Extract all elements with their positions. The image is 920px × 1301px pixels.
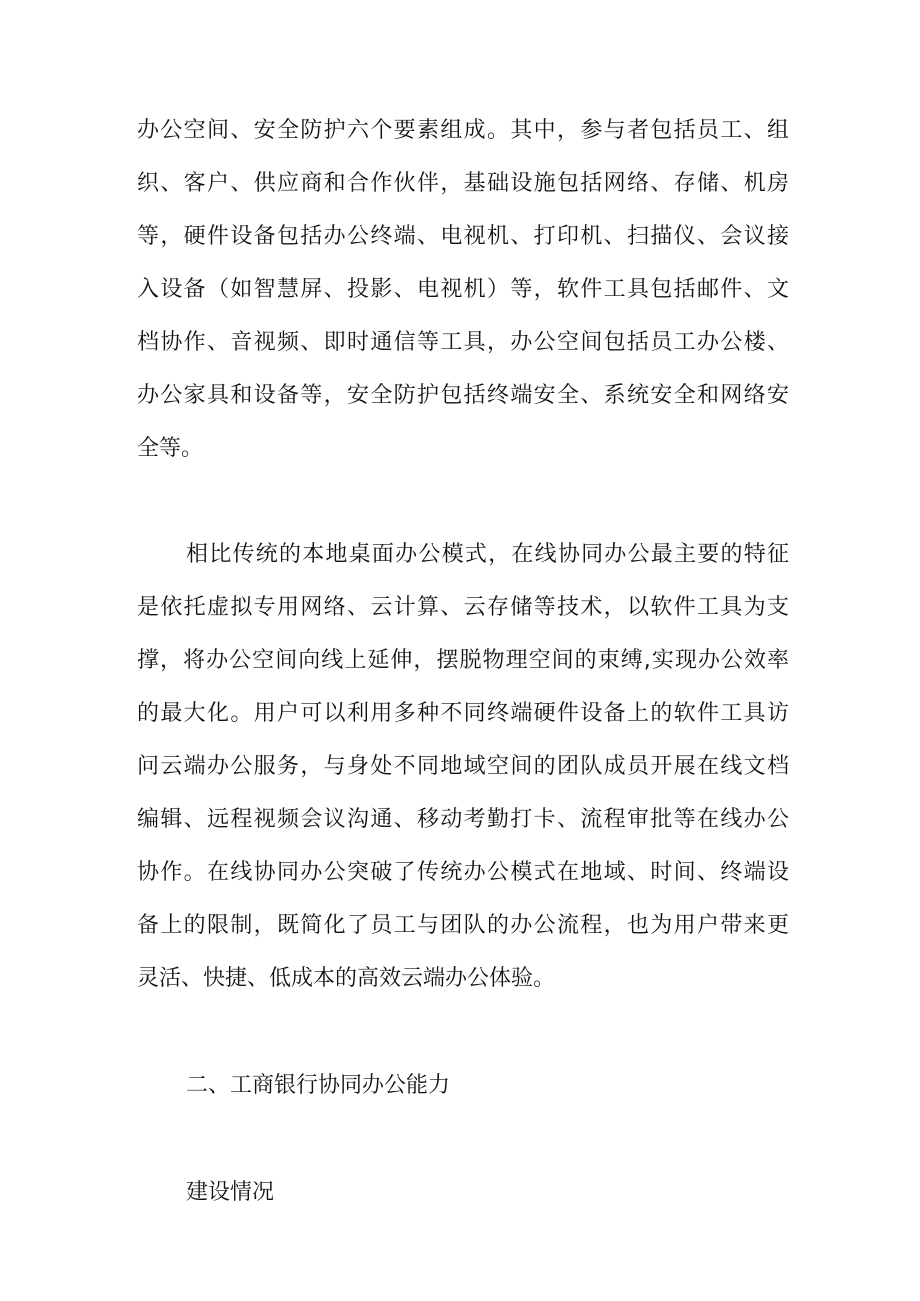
subsection-heading: 建设情况 [186, 1180, 275, 1205]
paragraph-line: 相比传统的本地桌面办公模式，在线协同办公最主要的特征 [186, 542, 789, 567]
paragraph-line: 档协作、音视频、即时通信等工具，办公空间包括员工办公楼、 [137, 330, 789, 355]
paragraph-line: 编辑、远程视频会议沟通、移动考勤打卡、流程审批等在线办公 [137, 807, 789, 832]
paragraph-line: 等，硬件设备包括办公终端、电视机、打印机、扫描仪、会议接 [137, 224, 789, 249]
paragraph-line: 问云端办公服务，与身处不同地域空间的团队成员开展在线文档 [137, 754, 789, 779]
paragraph-line: 协作。在线协同办公突破了传统办公模式在地域、时间、终端设 [137, 860, 789, 885]
paragraph-line: 全等。 [137, 436, 204, 461]
paragraph-line: 办公空间、安全防护六个要素组成。其中，参与者包括员工、组 [137, 118, 789, 143]
paragraph-line: 织、客户、供应商和合作伙伴，基础设施包括网络、存储、机房 [137, 171, 789, 196]
paragraph-line: 办公家具和设备等，安全防护包括终端安全、系统安全和网络安 [137, 383, 789, 408]
paragraph-line: 是依托虚拟专用网络、云计算、云存储等技术，以软件工具为支 [137, 595, 789, 620]
paragraph-line: 的最大化。用户可以利用多种不同终端硬件设备上的软件工具访 [137, 701, 789, 726]
paragraph-line: 撑，将办公空间向线上延伸，摆脱物理空间的束缚,实现办公效率 [137, 648, 789, 673]
paragraph-line: 入设备（如智慧屏、投影、电视机）等，软件工具包括邮件、文 [137, 277, 789, 302]
section-heading: 二、工商银行协同办公能力 [186, 1073, 451, 1098]
paragraph-line: 备上的限制，既简化了员工与团队的办公流程，也为用户带来更 [137, 913, 789, 938]
paragraph-line: 灵活、快捷、低成本的高效云端办公体验。 [137, 966, 556, 991]
